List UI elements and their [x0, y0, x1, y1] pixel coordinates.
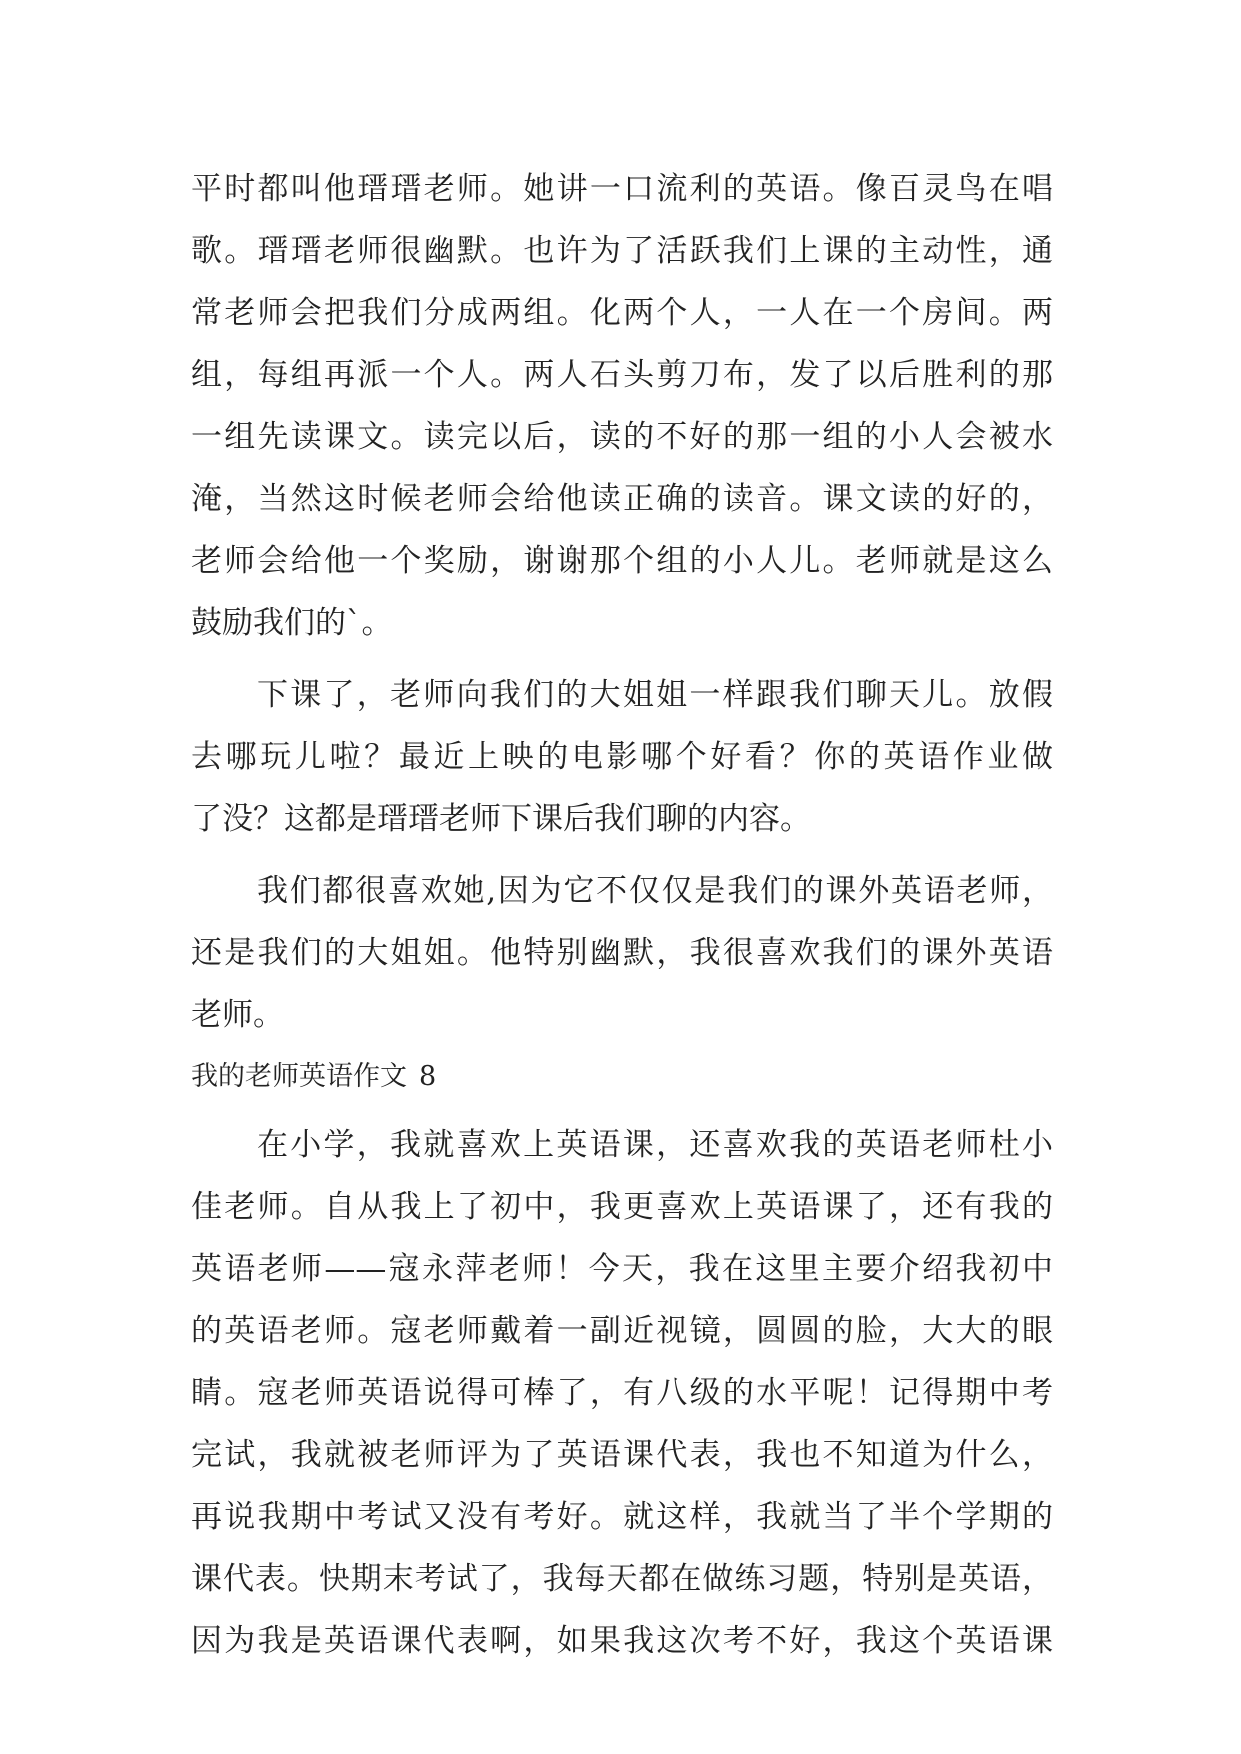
text-line: 淹，当然这时候老师会给他读正确的读音。课文读的好的，	[191, 481, 1053, 517]
text-line: 下课了，老师向我们的大姐姐一样跟我们聊天儿。放假	[257, 677, 1053, 713]
text-line: 老师会给他一个奖励，谢谢那个组的小人儿。老师就是这么	[191, 543, 1053, 579]
text-line: 一组先读课文。读完以后，读的不好的那一组的小人会被水	[191, 419, 1053, 455]
text-line: 在小学，我就喜欢上英语课，还喜欢我的英语老师杜小	[257, 1127, 1053, 1163]
text-line: 组，每组再派一个人。两人石头剪刀布，发了以后胜利的那	[191, 357, 1053, 393]
text-line: 还是我们的大姐姐。他特别幽默，我很喜欢我们的课外英语	[191, 935, 1053, 971]
text-line: 我们都很喜欢她,因为它不仅仅是我们的课外英语老师，	[257, 873, 1053, 909]
heading-number: 8	[419, 1061, 437, 1092]
text-line: 常老师会把我们分成两组。化两个人，一人在一个房间。两	[191, 295, 1053, 331]
text-line: 平时都叫他瑨瑨老师。她讲一口流利的英语。像百灵鸟在唱	[191, 171, 1053, 207]
text-line: 的英语老师。寇老师戴着一副近视镜，圆圆的脸，大大的眼	[191, 1313, 1053, 1349]
text-line: 睛。寇老师英语说得可棒了，有八级的水平呢！记得期中考	[191, 1375, 1053, 1411]
text-line: 课代表。快期末考试了，我每天都在做练习题，特别是英语，	[191, 1561, 1053, 1597]
text-line: 去哪玩儿啦？最近上映的电影哪个好看？你的英语作业做	[191, 739, 1053, 775]
document-body	[191, 158, 1053, 1672]
paragraph	[191, 158, 1053, 654]
section-heading	[191, 1046, 1053, 1108]
text-line: 鼓励我们的`。	[191, 605, 393, 641]
text-line: 英语老师——寇永萍老师！今天，我在这里主要介绍我初中	[191, 1251, 1053, 1287]
text-line: 因为我是英语课代表啊，如果我这次考不好，我这个英语课	[191, 1623, 1053, 1659]
text-line: 老师。	[191, 997, 284, 1033]
text-line: 歌。瑨瑨老师很幽默。也许为了活跃我们上课的主动性，通	[191, 233, 1053, 269]
text-line: 完试，我就被老师评为了英语课代表，我也不知道为什么，	[191, 1437, 1053, 1473]
paragraph	[191, 664, 1053, 850]
heading-title: 我的老师英语作文	[191, 1061, 407, 1092]
text-line: 再说我期中考试又没有考好。就这样，我就当了半个学期的	[191, 1499, 1053, 1535]
paragraph	[191, 1114, 1053, 1672]
text-line: 了没？这都是瑨瑨老师下课后我们聊的内容。	[191, 801, 811, 837]
text-line: 佳老师。自从我上了初中，我更喜欢上英语课了，还有我的	[191, 1189, 1053, 1225]
paragraph	[191, 860, 1053, 1046]
